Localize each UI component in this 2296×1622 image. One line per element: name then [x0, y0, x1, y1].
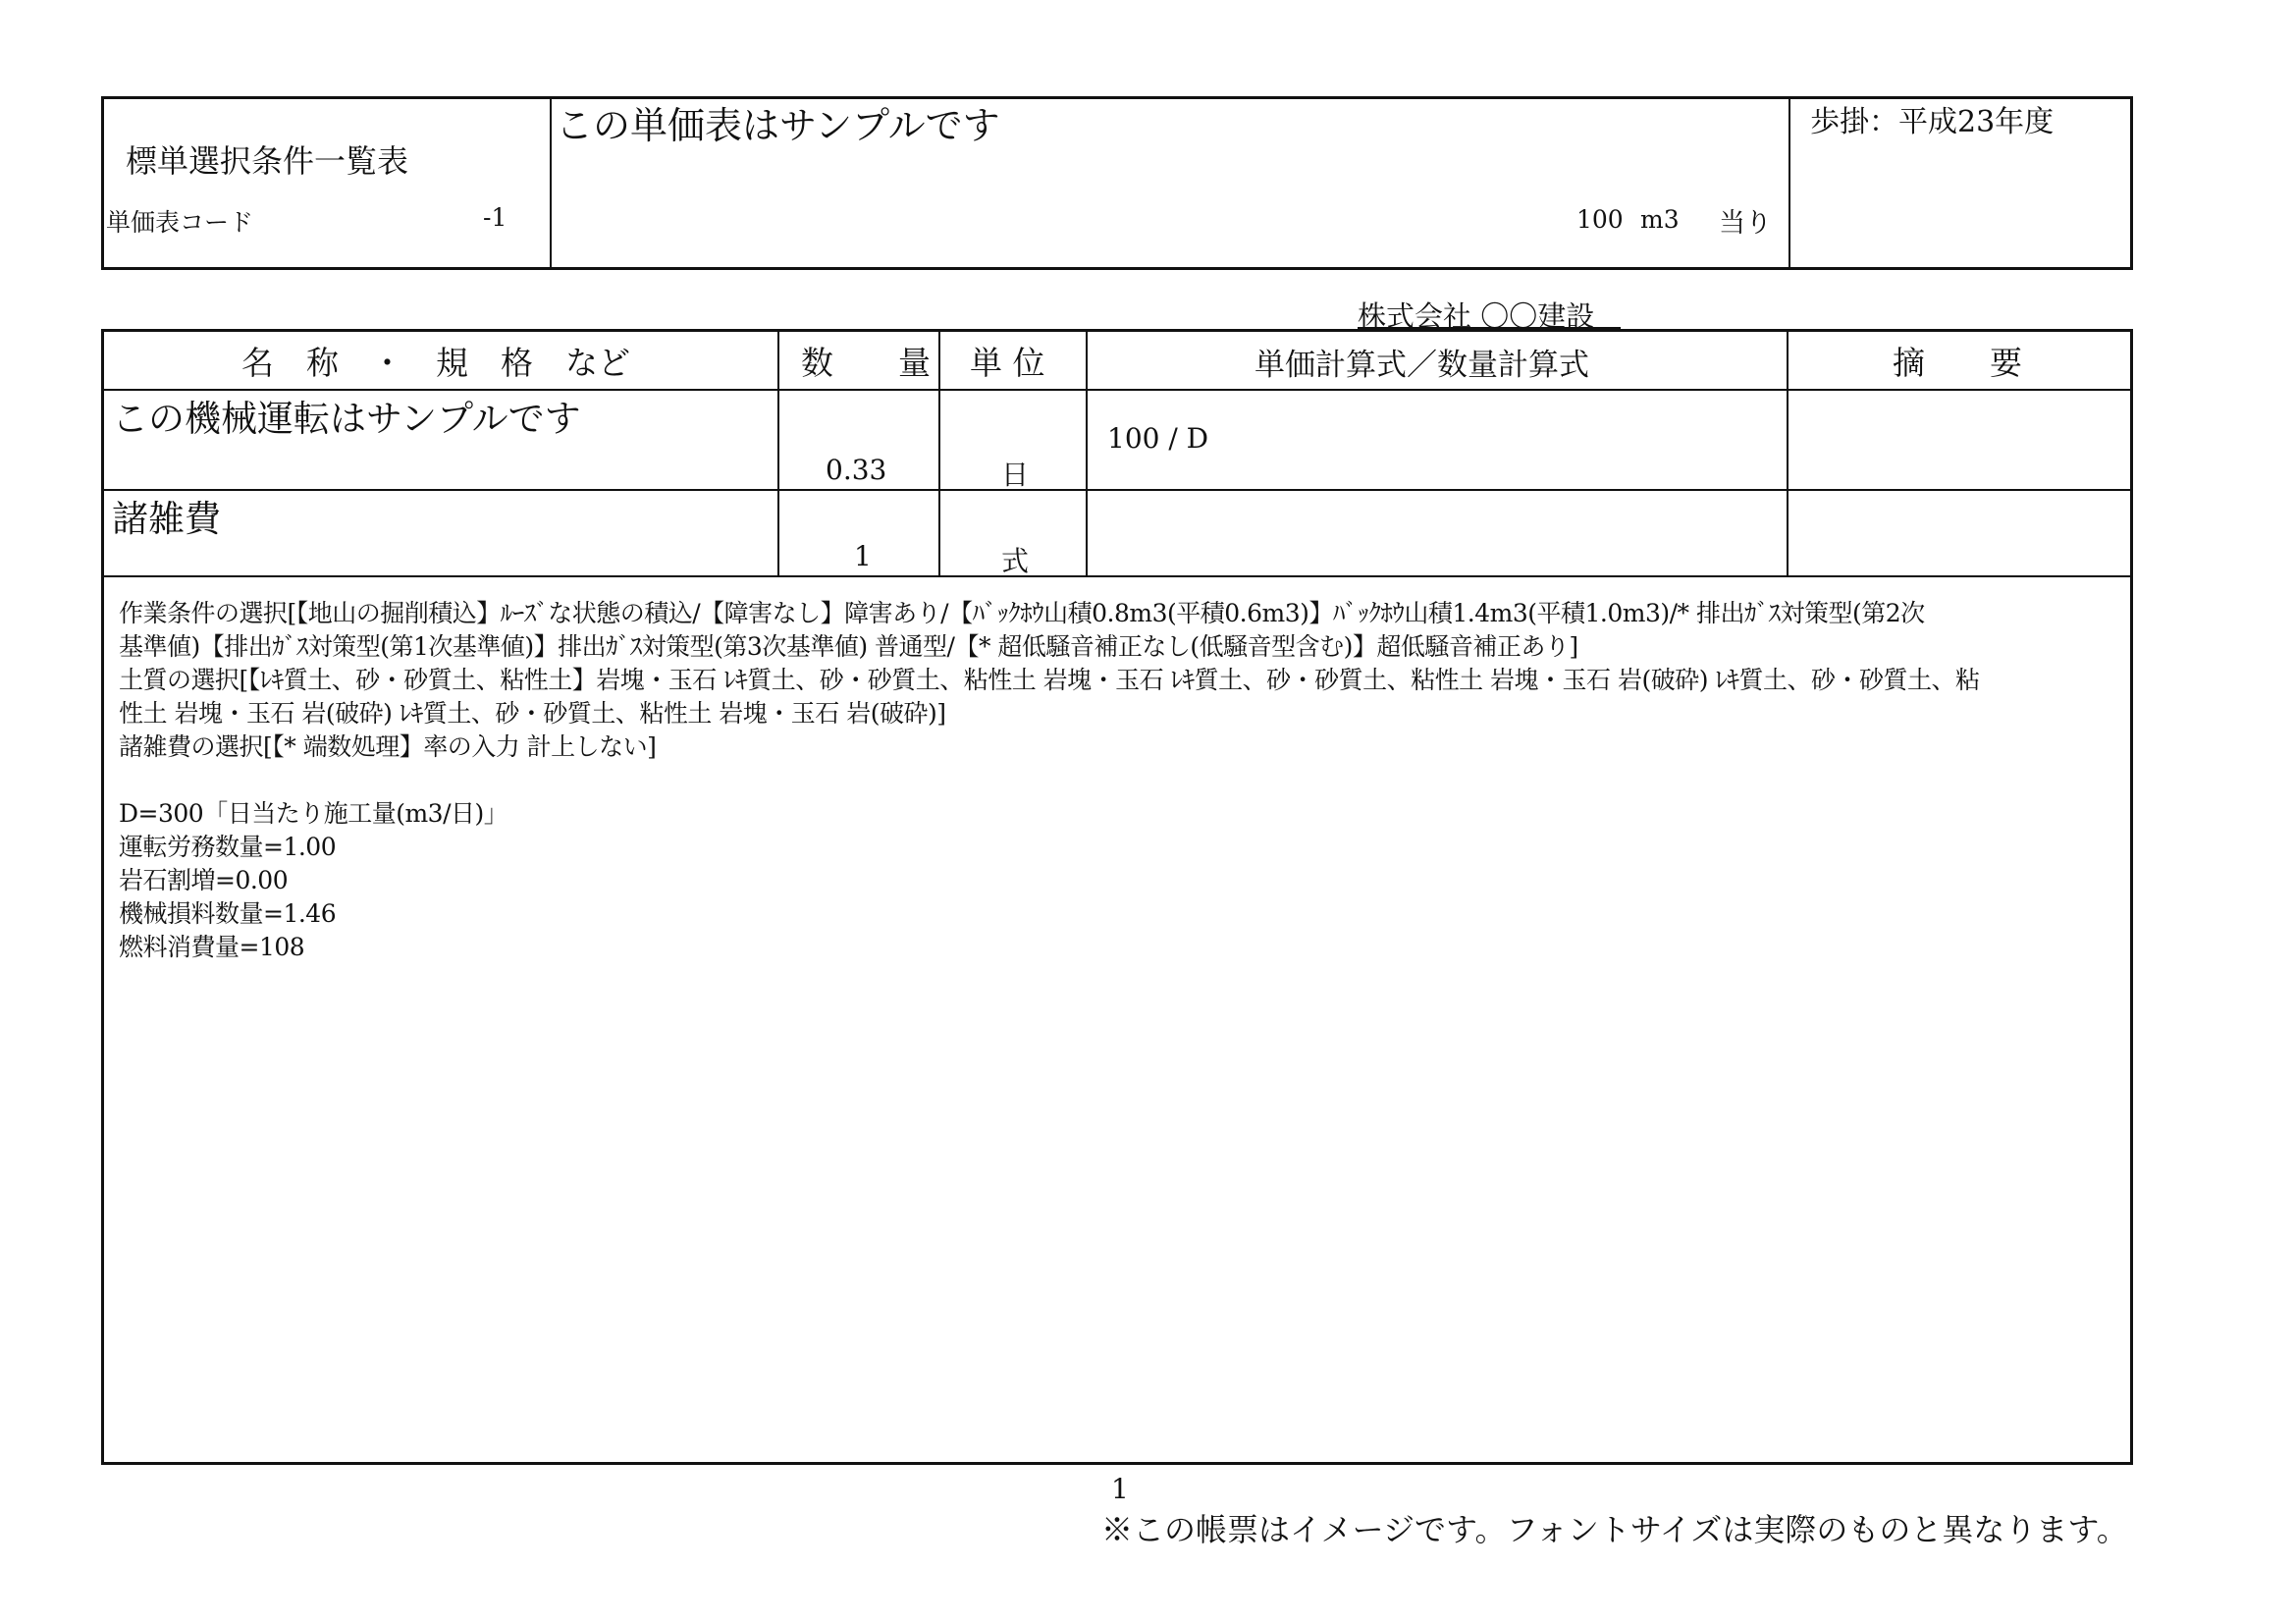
item-quantity: 0.33: [826, 454, 887, 486]
note-line: 燃料消費量=108: [119, 933, 305, 961]
note-line: 基準値)【排出ｶﾞｽ対策型(第1次基準値)】排出ｶﾞｽ対策型(第3次基準値) 普通型/【* 超低騒音補正なし(低騒音型含む)】超低騒音補正あり]: [119, 632, 1578, 661]
item-name: 諸雑費: [112, 498, 221, 540]
column-divider: [1086, 332, 1088, 577]
per-label: 当り: [1719, 208, 1772, 239]
note-line: 運転労務数量=1.00: [119, 833, 337, 861]
per-unit: m3: [1640, 205, 1680, 234]
header-divider: [1789, 99, 1790, 267]
column-divider: [1787, 332, 1789, 577]
code-value: -1: [483, 203, 507, 232]
item-unit: 式: [1001, 545, 1030, 577]
company-name: 株式会社 〇〇建設: [1358, 299, 1595, 333]
per-quantity: 100: [1576, 205, 1624, 234]
item-quantity: 1: [854, 540, 872, 572]
header-box: [101, 96, 2133, 270]
code-label: 単価表コード: [106, 208, 254, 237]
column-header-unit: 単 位: [970, 344, 1045, 382]
column-header-name: 名 称 ・ 規 格 など: [241, 344, 630, 382]
year-label: 歩掛：平成23年度: [1810, 105, 2055, 139]
note-line: D=300「日当たり施工量(m3/日)」: [119, 799, 508, 828]
note-line: 諸雑費の選択[【* 端数処理】率の入力 計上しない]: [119, 732, 657, 761]
row-divider: [104, 575, 2130, 577]
column-header-formula: 単価計算式／数量計算式: [1255, 348, 1589, 383]
main-table: [101, 329, 2133, 1465]
header-divider: [550, 99, 552, 267]
page-number: 1: [1111, 1473, 1129, 1505]
row-divider: [104, 489, 2130, 491]
note-line: 土質の選択[【ﾚｷ質土、砂・砂質土、粘性土】岩塊・玉石 ﾚｷ質土、砂・砂質土、粘性土 岩塊・玉石 ﾚｷ質土、砂・砂質土、粘性土 岩塊・玉石 岩(破砕) ﾚｷ質土、砂・砂質土、粘: [119, 666, 1980, 694]
note-line: 岩石割増=0.00: [119, 866, 289, 894]
item-formula: 100 / D: [1107, 422, 1209, 455]
column-divider: [777, 332, 779, 577]
disclaimer-text: ※この帳票はイメージです。フォントサイズは実際のものと異なります。: [1101, 1511, 2128, 1548]
note-line: 作業条件の選択[【地山の掘削積込】ﾙｰｽﾞな状態の積込/【障害なし】障害あり/【ﾊﾞｯｸﾎｳ山積0.8m3(平積0.6m3)】ﾊﾞｯｸﾎｳ山積1.4m3(平積1.0m3)/* 排出ｶﾞｽ対策型(第2次: [119, 599, 1925, 627]
form-title: 標単選択条件一覧表: [126, 142, 409, 180]
column-header-remark: 摘 要: [1893, 344, 2022, 382]
note-line: 機械損料数量=1.46: [119, 899, 337, 928]
sample-title: この単価表はサンプルです: [556, 104, 1000, 147]
column-divider: [938, 332, 940, 577]
column-header-quantity: 数 量: [801, 344, 931, 382]
item-name: この機械運転はサンプルです: [112, 398, 581, 440]
note-line: 性土 岩塊・玉石 岩(破砕) ﾚｷ質土、砂・砂質土、粘性土 岩塊・玉石 岩(破砕)]: [119, 699, 946, 728]
item-unit: 日: [1001, 459, 1030, 491]
